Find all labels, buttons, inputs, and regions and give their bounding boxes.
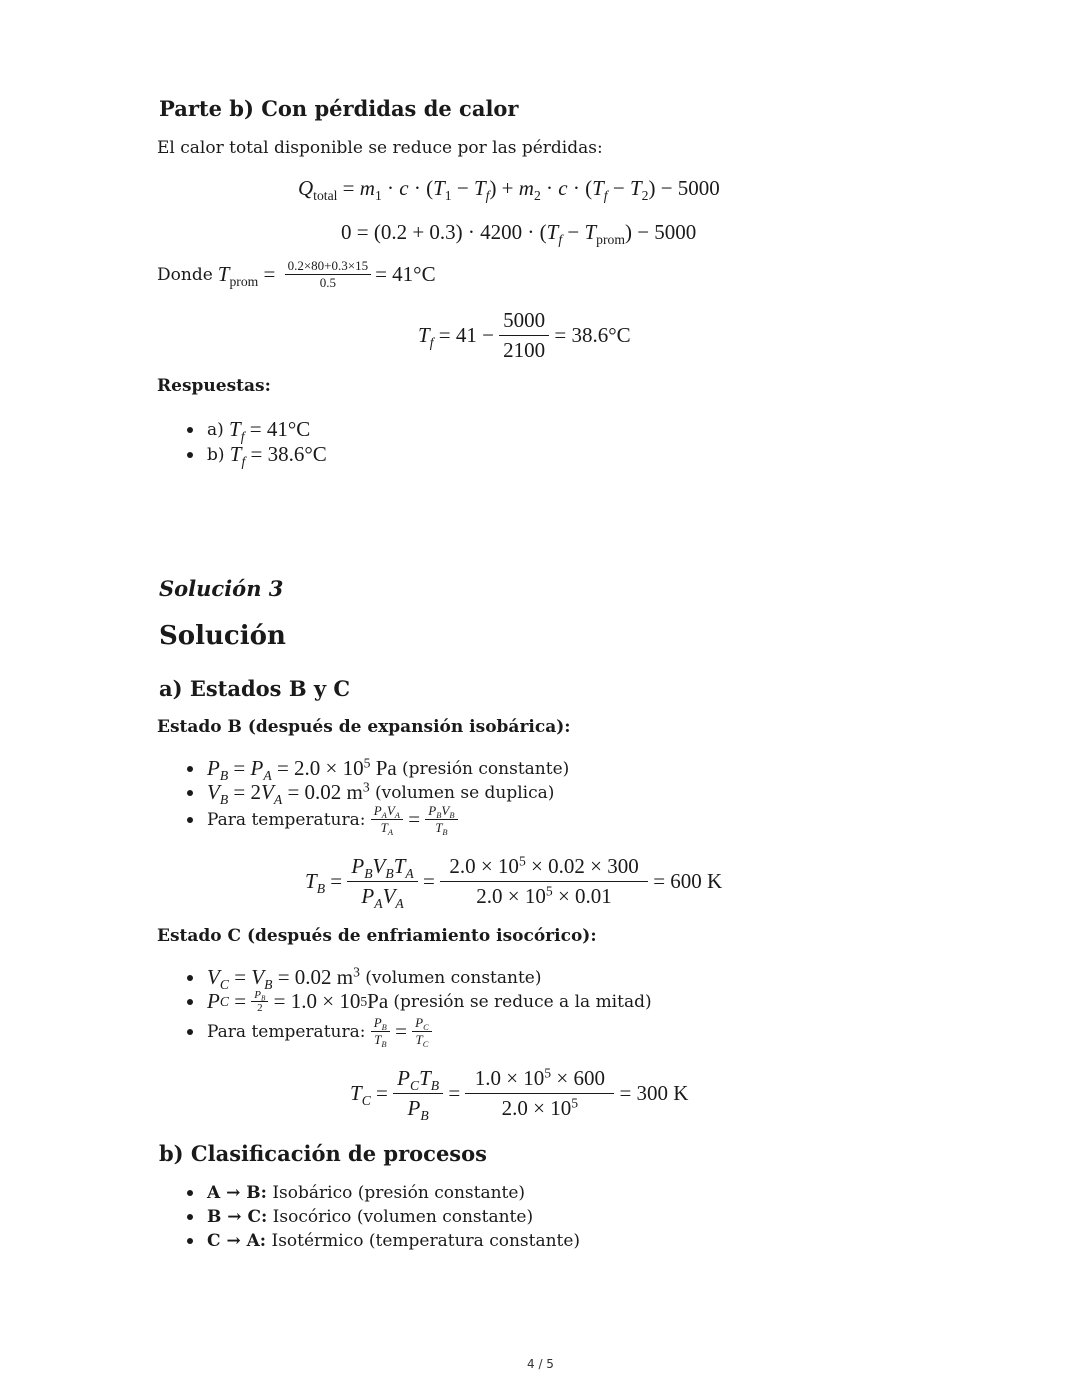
process-item <box>187 1207 533 1227</box>
solution-3-label: Solución 3 <box>159 576 284 601</box>
bullet <box>187 427 193 433</box>
state-b-pressure: $P_B = P_A = 2.0 \times 10^5$ Pa (presión constante) <box>187 756 569 781</box>
state-b-temp-label: Para temperatura: <box>207 809 366 830</box>
bullet <box>187 999 193 1005</box>
eq-q-total: $Q_{total} = m_1 \cdot c \cdot (T_1 - T_f) + m_2 \cdot c \cdot (T_f - T_2) - 5000$ <box>298 176 720 203</box>
state-c-temp-relation: Para temperatura: $\frac{P_B}{T_B}$ = $\frac{P_C}{T_C}$ <box>187 1015 432 1048</box>
bullet <box>187 817 193 823</box>
answer-b-prefix: b) <box>207 444 225 465</box>
bullet <box>187 975 193 981</box>
eq-tc: $T_C$ = $\frac{P_CT_B}{P_B}$ = $\frac{1.0 \times 10^5 \times 600}{2.0 \times 10^5}$ = 300 K <box>350 1065 689 1123</box>
answer-a-prefix: a) <box>207 419 224 440</box>
section-b-heading: b) Clasificación de procesos <box>159 1141 487 1166</box>
solution-title: Solución <box>159 621 286 651</box>
state-c-temp-label: Para temperatura: <box>207 1021 366 1042</box>
state-c-heading: Estado C (después de enfriamiento isocórico): <box>157 926 597 946</box>
part-b-heading: Parte b) Con pérdidas de calor <box>159 96 519 121</box>
state-c-pressure: P C = $\frac{P_B}{2}$ = 1.0 × 10 5 Pa (presión se reduce a la mitad) <box>187 989 652 1014</box>
eq-tf-result: $T_f = 41$ − $\frac{5000}{2100}$ = 38.6°C <box>418 308 631 362</box>
section-a-heading: a) Estados B y C <box>159 676 351 701</box>
process-item <box>187 1183 525 1203</box>
eq-t-prom: Donde $T_{prom}$ = $\frac{0.2\times 80+0.3\times 15}{0.5}$ = 41°C <box>157 258 436 290</box>
bullet <box>187 452 193 458</box>
donde-label: Donde <box>157 264 213 285</box>
state-b-temp-relation: Para temperatura: $\frac{P_AV_A}{T_A}$ = $\frac{P_BV_B}{T_B}$ <box>187 803 458 836</box>
bullet <box>187 1029 193 1035</box>
state-b-heading: Estado B (después de expansión isobárica): <box>157 717 571 737</box>
eq-tb: $T_B$ = $\frac{P_BV_BT_A}{P_AV_A}$ = $\frac{2.0 \times 10^5 \times 0.02 \times 300}{2.0 \times 10^5 \times 0.01}$ = 600 K <box>305 853 723 911</box>
state-b-volume: $V_B = 2V_A = 0.02$ $m^3$ (volumen se duplica) <box>187 780 554 805</box>
state-b-note2: (volumen se duplica) <box>374 782 555 803</box>
page-number: 4 / 5 <box>527 1357 554 1371</box>
eq-zero-balance: $0 = (0.2 + 0.3) \cdot 4200 \cdot (T_f - T_{prom}) - 5000$ <box>341 220 697 247</box>
bullet <box>187 1238 193 1244</box>
answer-a: a) $T_f = 41^\circ C$ <box>187 417 310 442</box>
state-c-note1: (volumen constante) <box>365 967 542 988</box>
bullet <box>187 1190 193 1196</box>
bullet <box>187 790 193 796</box>
process-desc: Isobárico (presión constante) <box>272 1183 526 1203</box>
state-b-note1: (presión constante) <box>401 758 570 779</box>
process-path: C → A: <box>207 1231 267 1251</box>
state-c-volume: $V_C = V_B = 0.02$ $m^3$ (volumen constante) <box>187 965 541 990</box>
process-path: B → C: <box>207 1207 268 1227</box>
process-path: A → B: <box>207 1183 267 1203</box>
bullet <box>187 1214 193 1220</box>
answers-heading: Respuestas: <box>157 376 271 396</box>
part-b-intro: El calor total disponible se reduce por las pérdidas: <box>157 138 603 158</box>
process-desc: Isocórico (volumen constante) <box>272 1207 534 1227</box>
process-item <box>187 1231 580 1251</box>
bullet <box>187 766 193 772</box>
answer-b: b) $T_f = 38.6^\circ C$ <box>187 442 327 467</box>
process-desc: Isotérmico (temperatura constante) <box>271 1231 581 1251</box>
state-c-note2: (presión se reduce a la mitad) <box>393 991 652 1012</box>
